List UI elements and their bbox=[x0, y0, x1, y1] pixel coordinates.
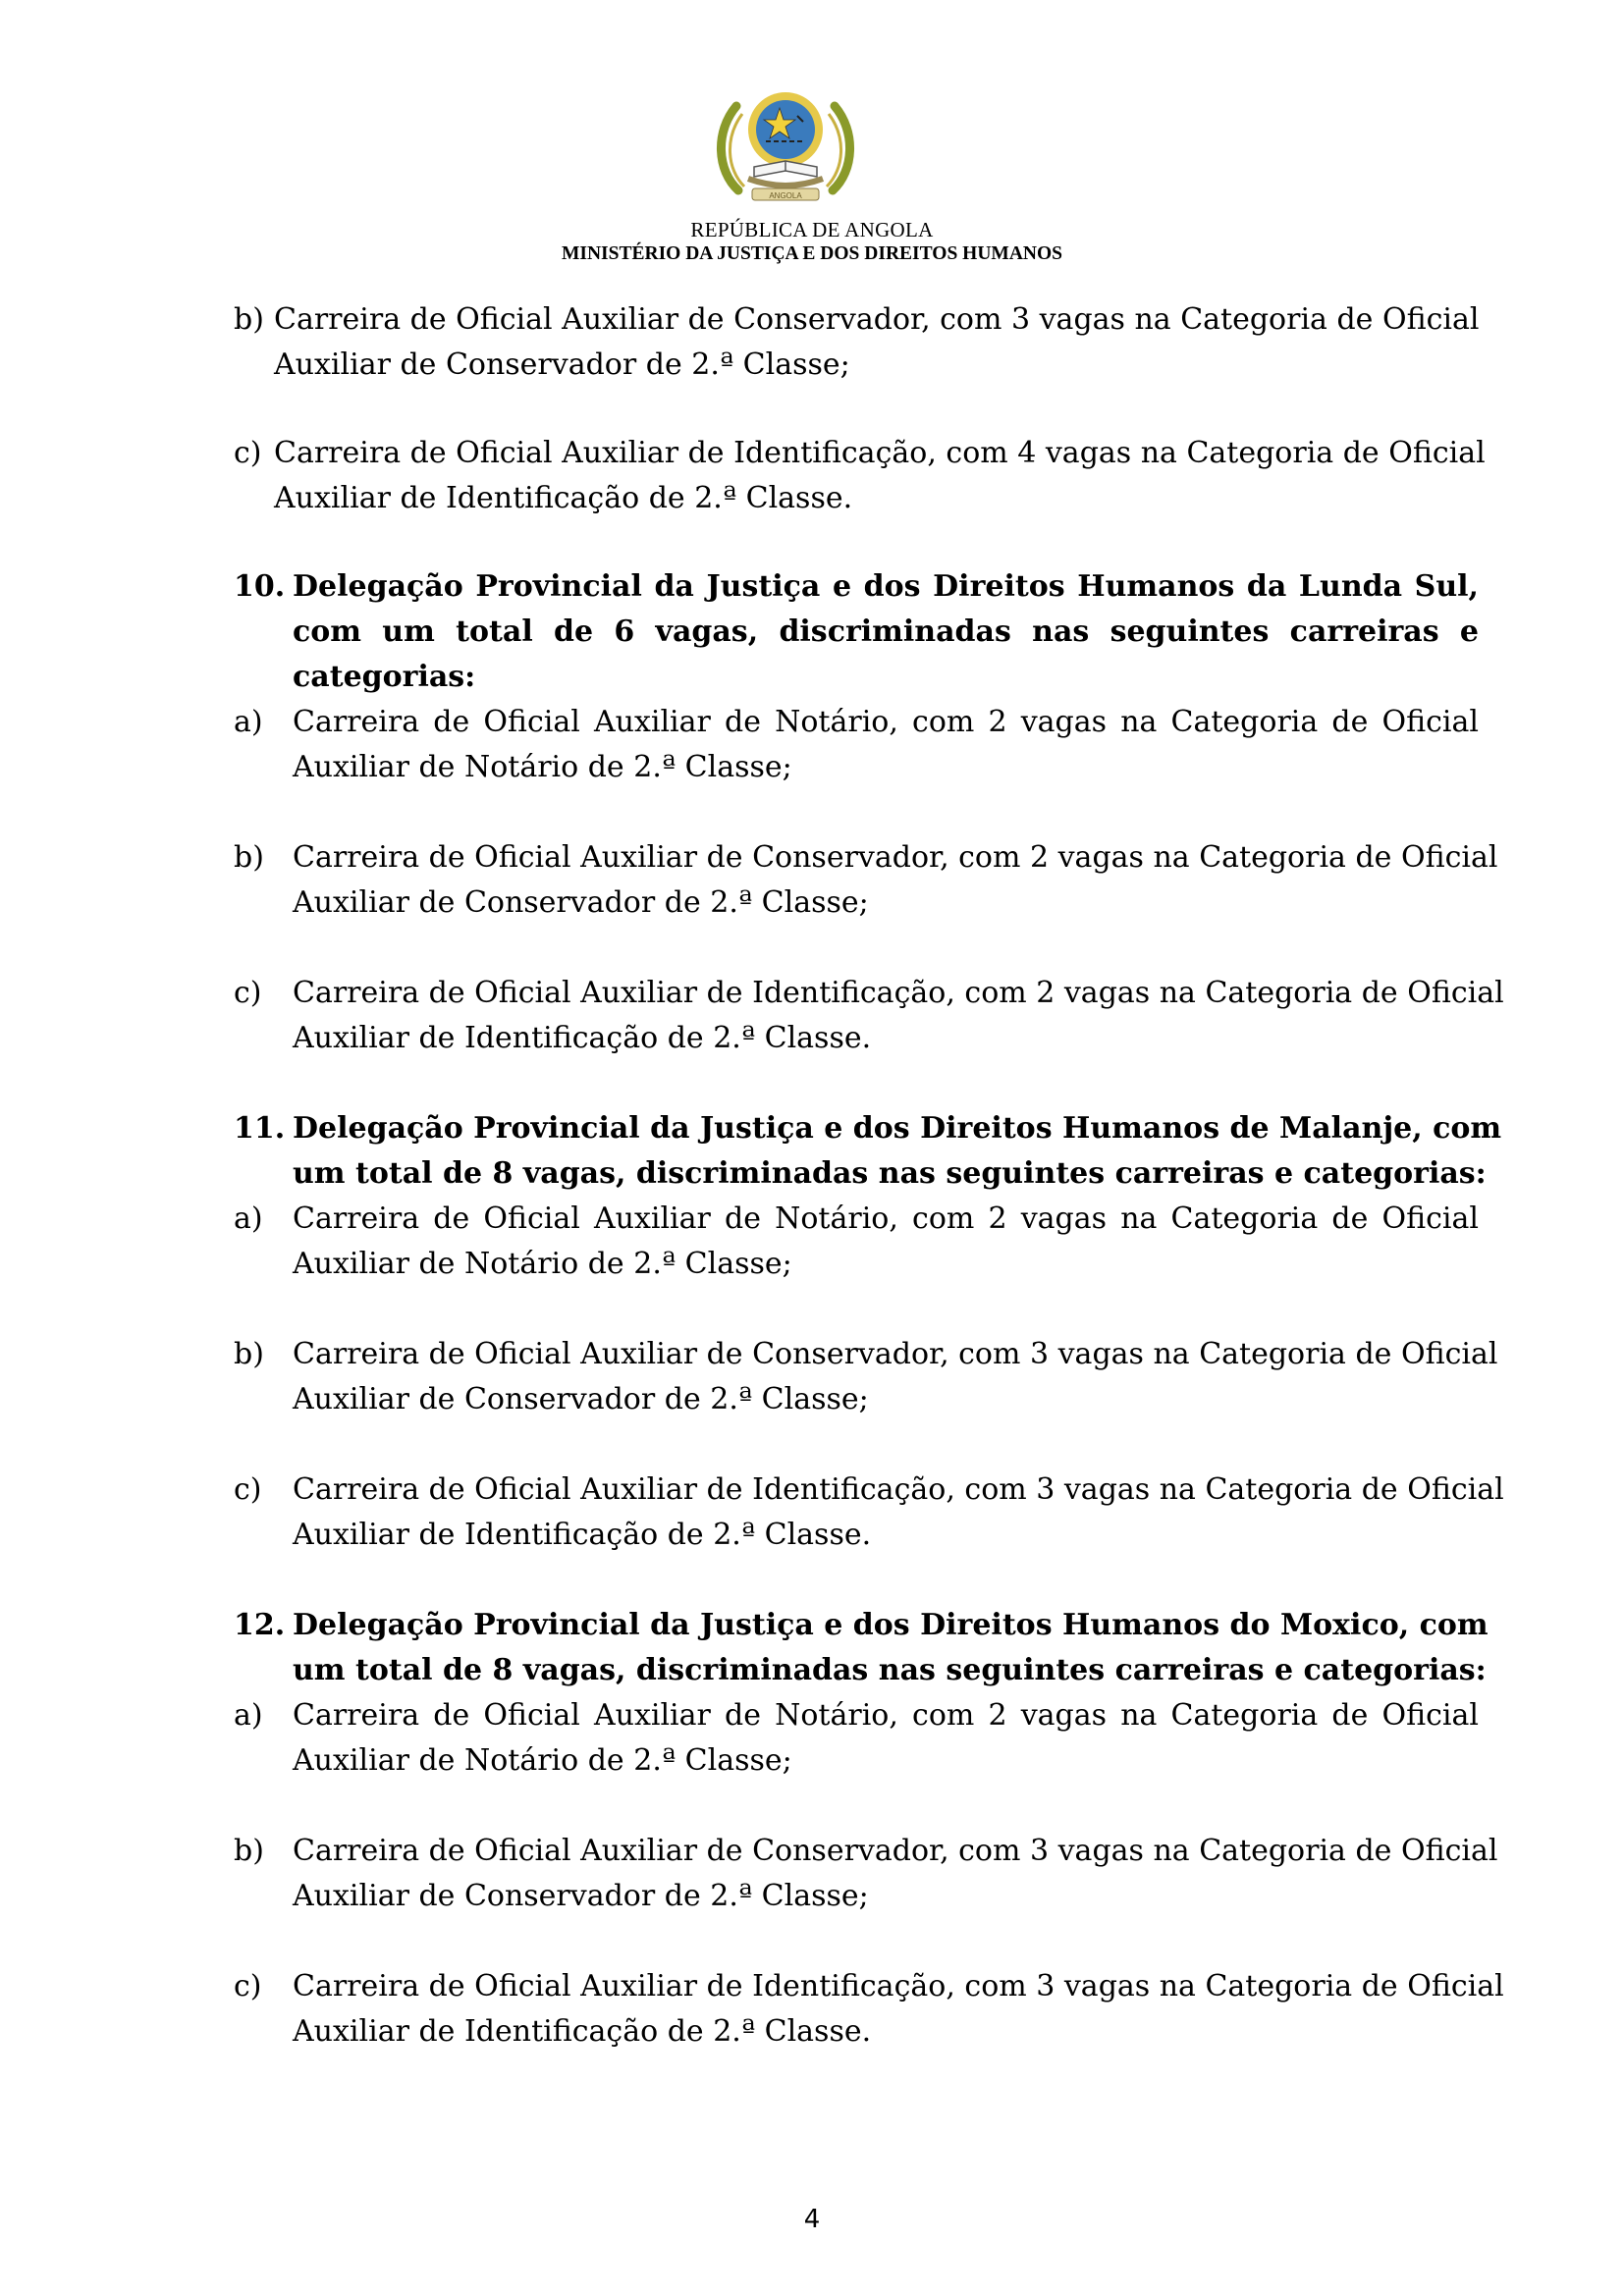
list-item-text: Carreira de Oficial Auxiliar de Identificação, com 2 vagas na Categoria de Oficial bbox=[293, 976, 1504, 1010]
list-marker: c) bbox=[234, 976, 262, 1010]
list-marker: c) bbox=[234, 1969, 262, 2003]
ministry-name: MINISTÉRIO DA JUSTIÇA E DOS DIREITOS HUMANOS bbox=[561, 243, 1062, 264]
section-number: 11. bbox=[234, 1111, 286, 1146]
section-number: 12. bbox=[234, 1608, 286, 1642]
emblem-ribbon-text: ANGOLA bbox=[769, 191, 802, 200]
list-marker: a) bbox=[234, 1698, 263, 1733]
list-item-text: Auxiliar de Conservador de 2.ª Classe; bbox=[293, 885, 869, 920]
section-heading: com um total de 6 vagas, discriminadas nas seguintes carreiras e bbox=[293, 614, 1479, 649]
list-item-text: Carreira de Oficial Auxiliar de Conservador, com 3 vagas na Categoria de Oficial bbox=[293, 1337, 1498, 1371]
list-item-text: Auxiliar de Notário de 2.ª Classe; bbox=[293, 1247, 792, 1281]
list-item-text: Auxiliar de Identificação de 2.ª Classe. bbox=[293, 1021, 872, 1055]
list-marker: b) bbox=[234, 302, 264, 337]
list-item-text: Carreira de Oficial Auxiliar de Notário, com 2 vagas na Categoria de Oficial bbox=[293, 705, 1479, 739]
list-marker: c) bbox=[234, 436, 262, 470]
country-name: REPÚBLICA DE ANGOLA bbox=[690, 218, 934, 241]
list-item-text: Auxiliar de Conservador de 2.ª Classe; bbox=[293, 1382, 869, 1416]
coat-of-arms-emblem bbox=[709, 82, 862, 210]
list-marker: b) bbox=[234, 840, 264, 875]
page-number: 4 bbox=[803, 2205, 821, 2234]
list-marker: c) bbox=[234, 1472, 262, 1507]
section-heading: um total de 8 vagas, discriminadas nas seguintes carreiras e categorias: bbox=[293, 1156, 1487, 1191]
list-item-text: Carreira de Oficial Auxiliar de Conservador, com 3 vagas na Categoria de Oficial bbox=[274, 302, 1480, 337]
list-item-text: Auxiliar de Conservador de 2.ª Classe; bbox=[293, 1879, 869, 1913]
list-item-text: Auxiliar de Identificação de 2.ª Classe. bbox=[274, 481, 853, 515]
section-heading: Delegação Provincial da Justiça e dos Direitos Humanos do Moxico, com bbox=[293, 1608, 1489, 1642]
list-item-text: Carreira de Oficial Auxiliar de Identificação, com 3 vagas na Categoria de Oficial bbox=[293, 1472, 1504, 1507]
list-item-text: Auxiliar de Notário de 2.ª Classe; bbox=[293, 750, 792, 784]
list-item-text: Carreira de Oficial Auxiliar de Identificação, com 3 vagas na Categoria de Oficial bbox=[293, 1969, 1504, 2003]
list-item-text: Carreira de Oficial Auxiliar de Conservador, com 3 vagas na Categoria de Oficial bbox=[293, 1834, 1498, 1868]
section-number: 10. bbox=[234, 569, 286, 604]
section-heading: Delegação Provincial da Justiça e dos Direitos Humanos de Malanje, com bbox=[293, 1111, 1502, 1146]
list-item-text: Carreira de Oficial Auxiliar de Notário, com 2 vagas na Categoria de Oficial bbox=[293, 1698, 1479, 1733]
list-marker: a) bbox=[234, 705, 263, 739]
list-item-text: Auxiliar de Conservador de 2.ª Classe; bbox=[274, 347, 850, 382]
section-heading: um total de 8 vagas, discriminadas nas seguintes carreiras e categorias: bbox=[293, 1653, 1487, 1687]
list-item-text: Auxiliar de Identificação de 2.ª Classe. bbox=[293, 1518, 872, 1552]
list-item-text: Auxiliar de Identificação de 2.ª Classe. bbox=[293, 2014, 872, 2049]
list-item-text: Carreira de Oficial Auxiliar de Conservador, com 2 vagas na Categoria de Oficial bbox=[293, 840, 1498, 875]
section-heading: Delegação Provincial da Justiça e dos Direitos Humanos da Lunda Sul, bbox=[293, 569, 1479, 604]
section-heading: categorias: bbox=[293, 660, 476, 694]
list-item-text: Carreira de Oficial Auxiliar de Identificação, com 4 vagas na Categoria de Oficial bbox=[274, 436, 1486, 470]
list-marker: b) bbox=[234, 1337, 264, 1371]
list-marker: b) bbox=[234, 1834, 264, 1868]
list-item-text: Carreira de Oficial Auxiliar de Notário, com 2 vagas na Categoria de Oficial bbox=[293, 1201, 1479, 1236]
list-item-text: Auxiliar de Notário de 2.ª Classe; bbox=[293, 1743, 792, 1778]
list-marker: a) bbox=[234, 1201, 263, 1236]
